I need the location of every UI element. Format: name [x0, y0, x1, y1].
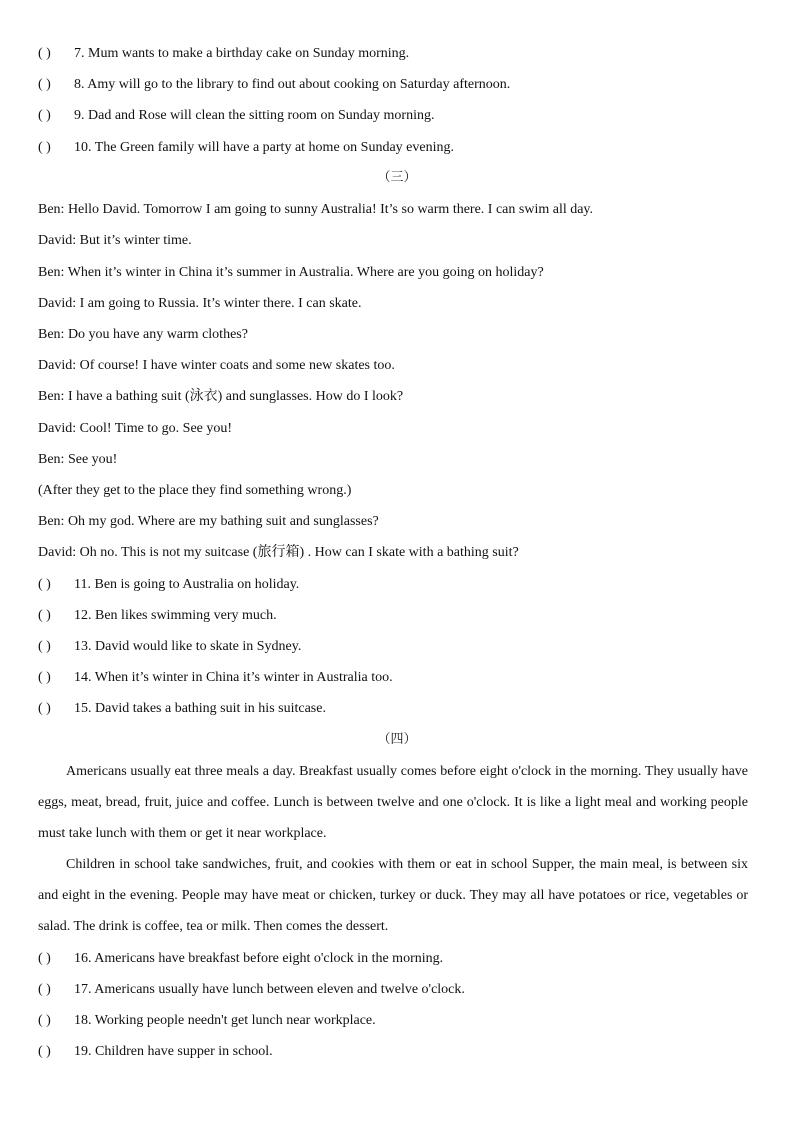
answer-blank: ( ) — [38, 108, 51, 123]
question-10 — [38, 139, 756, 157]
dialogue-line: Ben: I have a bathing suit (泳衣) and sunglasses. How do I look? — [38, 389, 404, 404]
answer-blank: ( ) — [38, 951, 51, 966]
question-11 — [38, 576, 756, 594]
dialogue-line: Ben: Oh my god. Where are my bathing suit and sunglasses? — [38, 514, 379, 529]
question-17 — [38, 981, 756, 999]
answer-blank: ( ) — [38, 670, 51, 685]
question-text: 15. David takes a bathing suit in his suitcase. — [74, 701, 326, 716]
question-12 — [38, 607, 756, 625]
answer-blank: ( ) — [38, 140, 51, 155]
question-15 — [38, 700, 756, 718]
question-19 — [38, 1043, 756, 1061]
question-18 — [38, 1012, 756, 1030]
question-text: 17. Americans usually have lunch between eleven and twelve o'clock. — [74, 982, 465, 997]
question-16 — [38, 950, 756, 968]
dialogue-line: David: But it’s winter time. — [38, 233, 192, 248]
dialogue-line: David: Of course! I have winter coats and some new skates too. — [38, 358, 395, 373]
question-13 — [38, 638, 756, 656]
answer-blank: ( ) — [38, 577, 51, 592]
passage-paragraph: Americans usually eat three meals a day. Breakfast usually comes before eight o'clock in the morning. They usually have eggs, meat, bread, fruit, juice and coffee. Lunch is between twelve and one o'clock. It is like a light meal and working people must take lunch with them or get it near workplace. — [38, 764, 748, 842]
question-text: 14. When it’s winter in China it’s winter in Australia too. — [74, 670, 393, 685]
dialogue-line: Ben: See you! — [38, 452, 118, 467]
answer-blank: ( ) — [38, 608, 51, 623]
question-text: 11. Ben is going to Australia on holiday. — [74, 577, 300, 592]
answer-blank: ( ) — [38, 46, 51, 61]
question-8 — [38, 76, 756, 94]
question-text: 12. Ben likes swimming very much. — [74, 608, 277, 623]
question-text: 13. David would like to skate in Sydney. — [74, 639, 302, 654]
passage-paragraph: Children in school take sandwiches, fruit, and cookies with them or eat in school Supper, the main meal, is between six and eight in the evening. People may have meat or chicken, turkey or duck. They may all have potatoes or rice, vegetables or salad. The drink is coffee, tea or milk. Then comes the dessert. — [38, 857, 748, 935]
answer-blank: ( ) — [38, 77, 51, 92]
question-text: 16. Americans have breakfast before eight o'clock in the morning. — [74, 951, 444, 966]
dialogue-line: Ben: Do you have any warm clothes? — [38, 327, 248, 342]
dialogue-line: Ben: Hello David. Tomorrow I am going to sunny Australia! It’s so warm there. I can swim all day. — [38, 202, 594, 217]
dialogue-line: David: I am going to Russia. It’s winter there. I can skate. — [38, 296, 362, 311]
dialogue-line: David: Cool! Time to go. See you! — [38, 421, 233, 436]
question-text: 18. Working people needn't get lunch near workplace. — [74, 1013, 376, 1028]
section-4-heading: （四） — [377, 732, 417, 747]
answer-blank: ( ) — [38, 1013, 51, 1028]
answer-blank: ( ) — [38, 639, 51, 654]
question-7 — [38, 45, 756, 63]
question-9 — [38, 107, 756, 125]
question-text: 8. Amy will go to the library to find out about cooking on Saturday afternoon. — [74, 77, 511, 92]
answer-blank: ( ) — [38, 1044, 51, 1059]
question-text: 7. Mum wants to make a birthday cake on Sunday morning. — [74, 46, 410, 61]
dialogue-line: (After they get to the place they find something wrong.) — [38, 483, 352, 498]
answer-blank: ( ) — [38, 701, 51, 716]
question-text: 9. Dad and Rose will clean the sitting room on Sunday morning. — [74, 108, 435, 123]
answer-blank: ( ) — [38, 982, 51, 997]
question-text: 10. The Green family will have a party at home on Sunday evening. — [74, 140, 454, 155]
section-3-heading: （三） — [377, 170, 417, 185]
dialogue-line: David: Oh no. This is not my suitcase (旅行箱) . How can I skate with a bathing suit? — [38, 545, 519, 560]
question-14 — [38, 669, 756, 687]
dialogue-line: Ben: When it’s winter in China it’s summer in Australia. Where are you going on holiday? — [38, 265, 544, 280]
question-text: 19. Children have supper in school. — [74, 1044, 273, 1059]
